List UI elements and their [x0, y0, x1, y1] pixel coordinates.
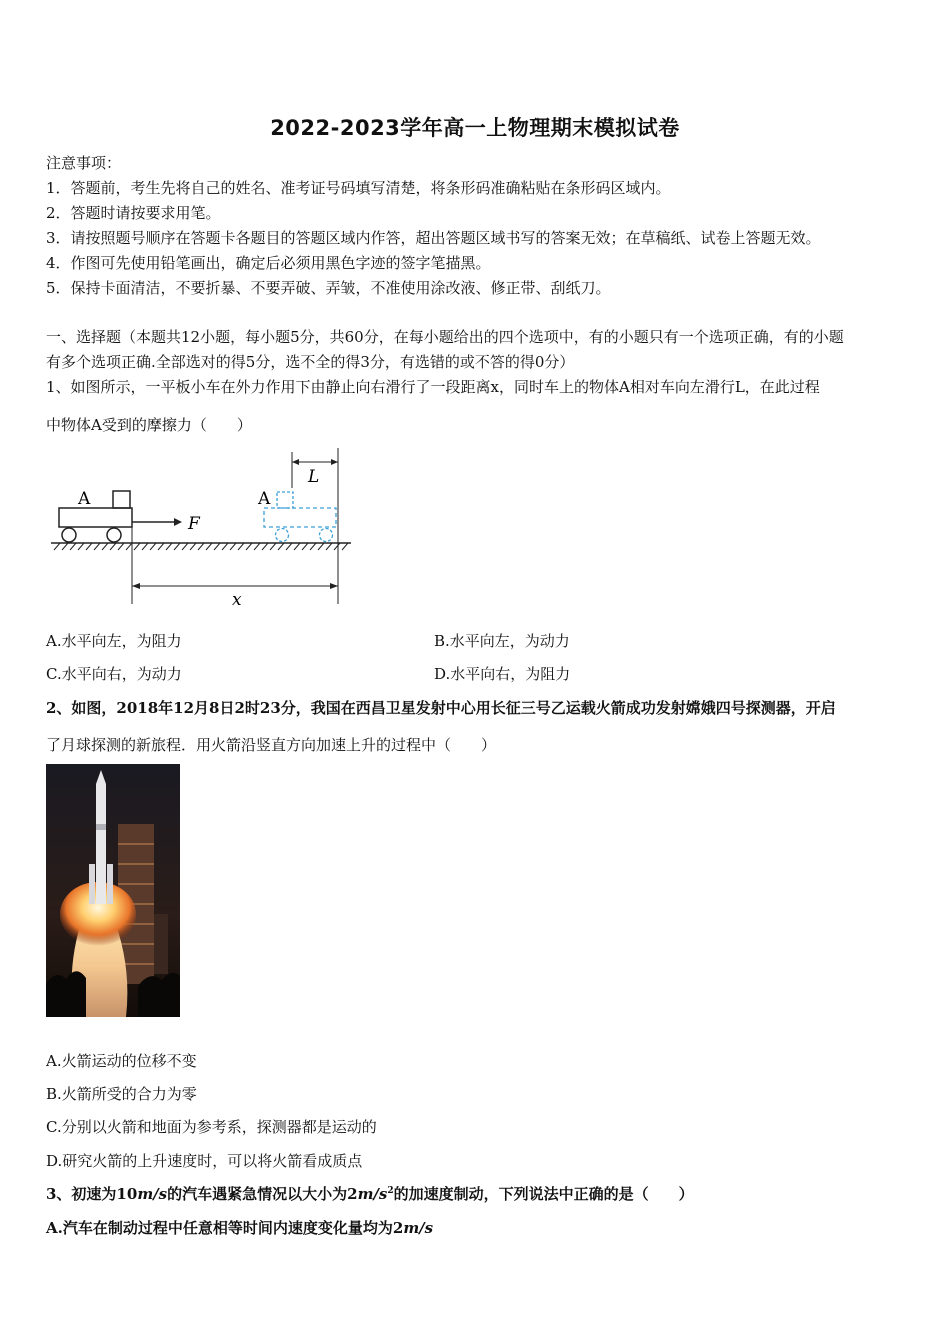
question-3-stem: 3、初速为10m/s的汽车遇紧急情况以大小为$2m/s^2$的加速度制动，下列说法中正确的是（ ） [46, 1185, 694, 1203]
q1-option-d: D.水平向右，为阻力 [434, 665, 571, 683]
section-instructions-continued: 有多个选项正确.全部选对的得5分，选不全的得3分，有选错的或不答的得0分） [46, 353, 575, 371]
label-x: x [232, 590, 242, 608]
notice-heading: 注意事项： [46, 154, 122, 172]
label-a-left: A [78, 489, 91, 509]
page-title: 2022-2023学年高一上物理期末模拟试卷 [270, 116, 680, 140]
question-1-stem-continued: 中物体A受到的摩擦力（ ） [46, 416, 252, 434]
notice-item: 5．保持卡面清洁，不要折暴、不要弄破、弄皱，不准使用涂改液、修正带、刮纸刀。 [46, 279, 611, 297]
cart-wheel [62, 528, 76, 542]
q2-option-a: A.火箭运动的位移不变 [46, 1052, 197, 1070]
question-2-stem-continued: 了月球探测的新旅程．用火箭沿竖直方向加速上升的过程中（ ） [46, 736, 497, 754]
rocket-launch-photo [46, 764, 180, 1017]
notice-item: 4．作图可先使用铅笔画出，确定后必须用黑色字迹的签字笔描黑。 [46, 254, 491, 272]
label-f: F [188, 514, 200, 534]
question-2-stem: 2、如图，2018年12月8日2时23分，我国在西昌卫星发射中心用长征三号乙运载火箭成功发射嫦娥四号探测器，开启 [46, 699, 836, 717]
cart-wheel [107, 528, 121, 542]
notice-item: 2．答题时请按要求用笔。 [46, 204, 221, 222]
q2-option-b: B.火箭所受的合力为零 [46, 1085, 197, 1103]
section-instructions: 一、选择题（本题共12小题，每小题5分，共60分，在每小题给出的四个选项中，有的小题只有一个选项正确，有的小题 [46, 328, 844, 346]
label-l: L [308, 467, 320, 487]
q1-option-c: C.水平向右，为动力 [46, 665, 182, 683]
q2-option-d: D.研究火箭的上升速度时，可以将火箭看成质点 [46, 1152, 363, 1170]
q1-option-a: A.水平向左，为阻力 [46, 632, 182, 650]
cart-friction-diagram [46, 448, 356, 608]
notice-item: 1．答题前，考生先将自己的姓名、准考证号码填写清楚，将条形码准确粘贴在条形码区域内。 [46, 179, 671, 197]
block-moved [277, 492, 293, 508]
cart-wheel [276, 529, 289, 542]
question-1-stem: 1、如图所示，一平板小车在外力作用下由静止向右滑行了一段距离x，同时车上的物体A相对车向左滑行L，在此过程 [46, 378, 820, 396]
cart-body [59, 508, 132, 527]
label-a-right: A [258, 489, 271, 509]
cart-wheel [320, 529, 333, 542]
q2-option-c: C.分别以火箭和地面为参考系，探测器都是运动的 [46, 1118, 377, 1136]
block [113, 491, 130, 508]
q1-option-b: B.水平向左，为动力 [434, 632, 570, 650]
notice-item: 3．请按照题号顺序在答题卡各题目的答题区域内作答，超出答题区域书写的答案无效；在草稿纸、试卷上答题无效。 [46, 229, 821, 247]
cart-body-moved [264, 508, 336, 527]
q3-option-a: A.汽车在制动过程中任意相等时间内速度变化量均为2m/s [46, 1219, 434, 1237]
